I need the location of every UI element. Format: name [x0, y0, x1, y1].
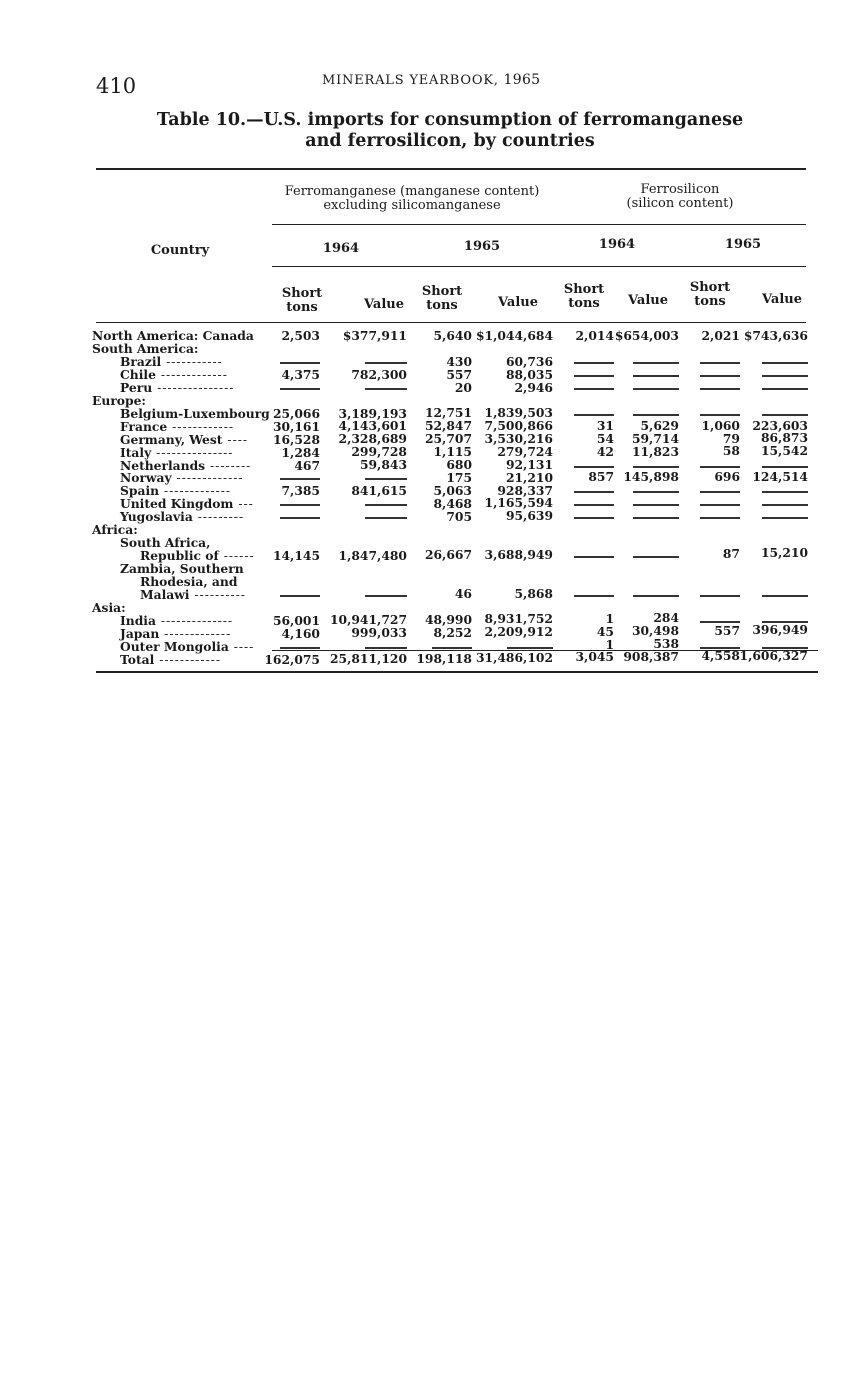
cell-value: 705 [446, 508, 472, 524]
short-tons-header [410, 285, 474, 313]
cell-value: 48,990 [424, 611, 472, 627]
empty-cell-dash [633, 517, 679, 519]
empty-cell-dash [365, 362, 407, 364]
empty-cell-dash [574, 466, 614, 468]
row-label [120, 510, 244, 524]
cell-value: 557 [714, 622, 740, 638]
cell-value: 857 [588, 469, 614, 485]
cell-value: 1,284 [281, 444, 320, 460]
cell-value: 26,667 [424, 547, 472, 563]
empty-cell-dash [762, 388, 808, 390]
cell-value: 60,736 [505, 353, 553, 369]
cell-value: 25,066 [272, 405, 320, 421]
empty-cell-dash [700, 504, 740, 506]
row-label-text: Spain [120, 483, 160, 499]
empty-cell-dash [700, 388, 740, 390]
empty-cell-dash [762, 466, 808, 468]
year-rule [272, 266, 806, 267]
empty-cell-dash [762, 414, 808, 416]
cell-value: 696 [714, 468, 740, 484]
cell-value: 284 [653, 610, 679, 626]
cell-value: 30,161 [272, 418, 320, 434]
cell-value: 52,847 [424, 418, 472, 434]
row-label-text: Yugoslavia [120, 509, 193, 525]
cell-value: 928,337 [497, 482, 553, 498]
cell-value: 58 [722, 443, 740, 459]
cell-value: 1,847,480 [338, 547, 407, 563]
empty-cell-dash [633, 556, 679, 558]
row-label-text: Asia: [92, 599, 126, 615]
short-tons-header-bottom: tons [286, 300, 318, 315]
cell-value: $743,636 [743, 328, 808, 343]
empty-cell-dash [762, 491, 808, 493]
cell-value: 3,045 [575, 649, 614, 665]
year-header: 1965 [463, 239, 501, 254]
empty-cell-dash [280, 362, 320, 364]
empty-cell-dash [762, 517, 808, 519]
cell-value: 2,946 [514, 379, 553, 395]
empty-cell-dash [633, 375, 679, 377]
empty-cell-dash [762, 362, 808, 364]
cell-value: 7,385 [281, 483, 320, 499]
table-title [140, 110, 760, 152]
row-label-text: Chile [120, 366, 156, 382]
row-label-text: Brazil [120, 353, 162, 369]
row-label [120, 653, 221, 667]
value-header: Value [498, 295, 538, 310]
cell-value: 680 [446, 457, 472, 473]
cell-value: 1,165,594 [484, 495, 553, 511]
row-label [140, 588, 246, 602]
cell-value: 538 [653, 636, 679, 652]
row-label-text: Rhodesia, and [140, 574, 238, 590]
cell-value: 2,328,689 [338, 431, 407, 447]
short-tons-header-bottom: tons [426, 298, 458, 313]
cell-value: 467 [294, 457, 320, 473]
cell-value: 1,115 [433, 444, 472, 460]
empty-cell-dash [574, 504, 614, 506]
cell-value: 908,387 [623, 648, 679, 664]
row-label-text: Norway [120, 470, 172, 486]
ferromanganese-header-line2: excluding silicomanganese [323, 198, 501, 213]
cell-value: 124,514 [752, 468, 808, 484]
row-leader: ------------ [172, 419, 235, 434]
cell-value: 8,931,752 [484, 611, 553, 627]
bottom-rule [96, 671, 818, 673]
cell-value: 59,843 [359, 457, 407, 473]
empty-cell-dash [574, 414, 614, 416]
row-label-text: Italy [120, 444, 152, 460]
cell-value: 4,558 [701, 648, 740, 664]
ferromanganese-header [262, 185, 562, 213]
empty-cell-dash [633, 362, 679, 364]
table-title-line1: Table 10.—U.S. imports for consumption of ferromanganese [156, 110, 744, 130]
row-label-text: Belgium-Luxembourg [120, 405, 270, 421]
row-leader: -------- [210, 458, 252, 473]
cell-value: 92,131 [505, 456, 553, 472]
short-tons-header-top: Short [689, 280, 731, 295]
cell-value: 430 [446, 353, 472, 369]
table-row [92, 510, 822, 523]
cell-value: 56,001 [272, 612, 320, 628]
empty-cell-dash [365, 595, 407, 597]
cell-value: 1 [605, 636, 614, 652]
cell-value: 2,014 [575, 328, 614, 343]
table-row [92, 355, 822, 368]
empty-cell-dash [700, 466, 740, 468]
cell-value: 299,728 [351, 444, 407, 460]
empty-cell-dash [574, 362, 614, 364]
row-leader: ---- [227, 432, 249, 447]
cell-value: 31 [596, 418, 614, 433]
empty-cell-dash [762, 595, 808, 597]
cell-value: 198,118 [416, 650, 472, 666]
row-leader: --------------- [156, 445, 234, 460]
cell-value: 10,941,727 [329, 612, 407, 628]
short-tons-header-bottom: tons [694, 294, 726, 309]
cell-value: 2,021 [701, 328, 740, 343]
empty-cell-dash [633, 466, 679, 468]
row-leader: ---------- [194, 588, 246, 602]
empty-cell-dash [633, 414, 679, 416]
table-row [92, 342, 822, 355]
row-leader: ------------- [160, 367, 228, 382]
row-label-text: United Kingdom [120, 496, 234, 512]
cell-value: 88,035 [505, 366, 553, 382]
total-row [92, 647, 822, 667]
top-rule [96, 168, 806, 170]
cell-value: 5,629 [640, 417, 679, 433]
empty-cell-dash [762, 375, 808, 377]
empty-cell-dash [574, 517, 614, 519]
row-label-text: South America: [92, 340, 199, 356]
row-leader: ----------- [166, 354, 223, 369]
year-header: 1964 [598, 237, 636, 252]
cell-value: 95,639 [505, 508, 553, 524]
cell-value: 7,500,866 [484, 418, 553, 434]
row-leader: ------------- [163, 484, 231, 499]
row-label-text: Total [120, 651, 155, 667]
short-tons-header [270, 287, 334, 315]
cell-value: 841,615 [351, 483, 407, 499]
table-row [92, 368, 822, 381]
cell-value: $377,911 [342, 328, 407, 343]
cell-value: 2,503 [281, 328, 320, 343]
empty-cell-dash [633, 504, 679, 506]
running-head [322, 72, 540, 88]
cell-value: 25,811,120 [329, 651, 407, 667]
cell-value: 557 [446, 366, 472, 382]
table-row [92, 585, 822, 602]
empty-cell-dash [574, 375, 614, 377]
short-tons-header [552, 283, 616, 311]
cell-value: 3,688,949 [484, 546, 553, 562]
row-label-text: Zambia, Southern [120, 561, 244, 577]
empty-cell-dash [280, 595, 320, 597]
row-leader: --- [238, 497, 254, 512]
empty-cell-dash [700, 491, 740, 493]
row-label-text: Africa: [92, 522, 138, 538]
cell-value: 4,375 [281, 366, 320, 382]
row-label-text: India [120, 612, 156, 628]
empty-cell-dash [633, 491, 679, 493]
empty-cell-dash [365, 388, 407, 390]
empty-cell-dash [700, 595, 740, 597]
empty-cell-dash [280, 647, 320, 649]
value-header: Value [762, 292, 802, 307]
cell-value: 79 [722, 430, 740, 446]
empty-cell-dash [280, 388, 320, 390]
cell-value: 782,300 [351, 366, 407, 382]
cell-value: 15,542 [760, 443, 808, 459]
empty-cell-dash [700, 375, 740, 377]
year-header: 1965 [724, 237, 762, 252]
cell-value: 12,751 [424, 405, 472, 421]
cell-value: 145,898 [623, 469, 679, 485]
cell-value: 1,839,503 [484, 405, 553, 421]
row-label-text: Europe: [92, 392, 146, 408]
row-leader: --------- [197, 510, 245, 525]
empty-cell-dash [280, 517, 320, 519]
header-bottom-rule [96, 322, 806, 323]
empty-cell-dash [574, 388, 614, 390]
cell-value: 1 [605, 610, 614, 626]
country-header: Country [150, 243, 210, 258]
ferromanganese-header-line1: Ferromanganese (manganese content) [284, 184, 540, 199]
short-tons-header [678, 281, 742, 309]
cell-value: 396,949 [752, 622, 808, 638]
short-tons-header-top: Short [563, 282, 605, 297]
empty-cell-dash [633, 388, 679, 390]
year-header: 1964 [322, 241, 360, 256]
row-leader: --------------- [157, 380, 235, 395]
row-label-text: Republic of [140, 548, 219, 564]
empty-cell-dash [700, 362, 740, 364]
cell-value: 175 [446, 469, 472, 485]
cell-value: 54 [596, 430, 614, 446]
empty-cell-dash [365, 478, 407, 480]
cell-value: 3,189,193 [338, 405, 407, 421]
value-header: Value [628, 293, 668, 308]
cell-value: 11,823 [631, 443, 679, 459]
cell-value: 4,160 [281, 625, 320, 641]
running-head-title: MINERALS YEARBOOK, [322, 73, 499, 88]
table-row [92, 381, 822, 394]
empty-cell-dash [432, 647, 472, 649]
table-row [92, 329, 822, 342]
row-leader: -------------- [160, 613, 234, 628]
cell-value: 8,252 [433, 624, 472, 640]
empty-cell-dash [700, 517, 740, 519]
row-label-text: Outer Mongolia [120, 638, 229, 654]
cell-value: $1,044,684 [475, 328, 553, 343]
cell-value: 3,530,216 [484, 431, 553, 447]
cell-value: 223,603 [752, 417, 808, 433]
row-leader: ---- [233, 639, 255, 654]
cell-value: 31,486,102 [475, 650, 553, 666]
cell-value: 5,063 [433, 482, 472, 498]
cell-value: 15,210 [760, 545, 808, 561]
empty-cell-dash [574, 491, 614, 493]
empty-cell-dash [280, 504, 320, 506]
short-tons-header-bottom: tons [568, 296, 600, 311]
empty-cell-dash [507, 647, 553, 649]
cell-value: 4,143,601 [338, 418, 407, 434]
row-label-text: South Africa, [120, 535, 211, 551]
empty-cell-dash [365, 504, 407, 506]
row-label-text: Japan [120, 625, 160, 641]
empty-cell-dash [762, 504, 808, 506]
cell-value: 45 [596, 623, 614, 639]
empty-cell-dash [574, 556, 614, 558]
cell-value: 21,210 [505, 469, 553, 485]
empty-cell-dash [365, 517, 407, 519]
cell-value: 14,145 [272, 548, 320, 564]
cell-value: 25,707 [424, 431, 472, 447]
short-tons-header-top: Short [421, 284, 463, 299]
cell-value: 87 [722, 545, 740, 561]
row-label-text: Peru [120, 379, 153, 395]
empty-cell-dash [280, 478, 320, 480]
cell-value: 86,873 [760, 430, 808, 446]
cell-value: 1,606,327 [739, 647, 808, 663]
cell-value: 279,724 [497, 443, 553, 459]
cell-value: 999,033 [351, 625, 407, 641]
cell-value: 59,714 [631, 430, 679, 446]
row-leader: ------------- [176, 471, 244, 486]
empty-cell-dash [574, 595, 614, 597]
empty-cell-dash [700, 414, 740, 416]
cell-value: $654,003 [614, 328, 679, 343]
row-leader: ------------ [159, 652, 222, 667]
row-label-text: Malawi [140, 587, 190, 602]
row-label-text: Germany, West [120, 431, 223, 447]
table-title-line2: and ferrosilicon, by countries [305, 131, 595, 151]
short-tons-header-top: Short [281, 286, 323, 301]
cell-value: 1,060 [701, 417, 740, 433]
row-label-text: North America: Canada [92, 328, 254, 343]
cell-value: 16,528 [272, 431, 320, 447]
row-leader: ------------- [164, 626, 232, 641]
row-leader: ------ [223, 549, 255, 564]
value-header: Value [364, 297, 404, 312]
page-number: 410 [96, 74, 137, 98]
empty-cell-dash [365, 647, 407, 649]
ferrosilicon-header [590, 183, 770, 211]
ferrosilicon-header-line1: Ferrosilicon [640, 182, 720, 197]
ferrosilicon-header-line2: (silicon content) [626, 196, 734, 211]
row-label-text: France [120, 418, 168, 434]
cell-value: 5,868 [514, 585, 553, 601]
empty-cell-dash [633, 595, 679, 597]
group-rule [272, 224, 806, 225]
cell-value: 46 [454, 586, 472, 602]
running-head-year: 1965 [503, 72, 541, 88]
cell-value: 162,075 [264, 651, 320, 667]
cell-value: 42 [596, 443, 614, 459]
cell-value: 5,640 [433, 328, 472, 343]
cell-value: 30,498 [631, 623, 679, 639]
cell-value: 2,209,912 [484, 624, 553, 640]
cell-value: 20 [454, 379, 472, 395]
cell-value: 8,468 [433, 495, 472, 511]
row-label-text: Netherlands [120, 457, 206, 473]
